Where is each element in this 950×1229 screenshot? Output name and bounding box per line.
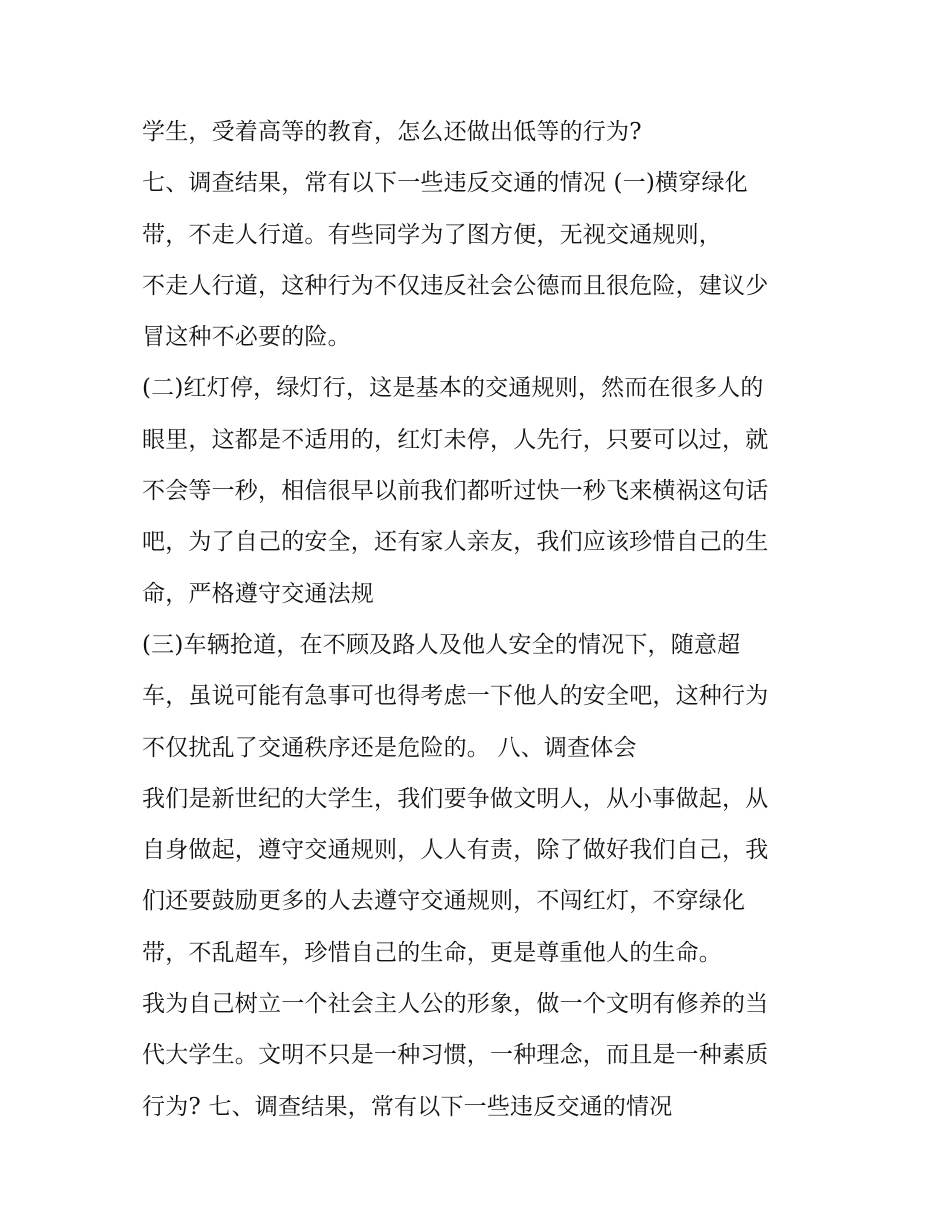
text-line: 吧，为了自己的安全，还有家人亲友，我们应该珍惜自己的生 [142, 529, 769, 556]
text-line: 七、调查结果，常有以下一些违反交通的情况 (一)横穿绿化 [142, 170, 748, 197]
text-line: 带，不乱超车，珍惜自己的生命，更是尊重他人的生命。 [142, 939, 722, 966]
document-body [142, 107, 822, 1133]
text-line: 带，不走人行道。有些同学为了图方便，无视交通规则， [142, 221, 722, 248]
text-line: 冒这种不必要的险。 [142, 324, 351, 351]
text-line: 自身做起，遵守交通规则，人人有责，除了做好我们自己，我 [142, 837, 769, 864]
text-line: 行为? 七、调查结果，常有以下一些违反交通的情况 [142, 1093, 673, 1120]
text-line: 命，严格遵守交通法规 [142, 580, 374, 607]
text-line: 我为自己树立一个社会主人公的形象，做一个文明有修养的当 [142, 991, 769, 1018]
text-line: (三)车辆抢道，在不顾及路人及他人安全的情况下，随意超 [142, 631, 741, 658]
text-line: 不会等一秒，相信很早以前我们都听过快一秒飞来横祸这句话 [142, 478, 769, 505]
text-line: 车，虽说可能有急事可也得考虑一下他人的安全吧，这种行为 [142, 683, 769, 710]
text-line: 眼里，这都是不适用的，红灯未停，人先行，只要可以过，就 [142, 426, 769, 453]
text-line: 我们是新世纪的大学生，我们要争做文明人，从小事做起，从 [142, 785, 769, 812]
text-line: 不走人行道，这种行为不仅违反社会公德而且很危险，建议少 [142, 272, 769, 299]
text-line: 学生，受着高等的教育，怎么还做出低等的行为? [142, 119, 642, 145]
text-line: (二)红灯停，绿灯行，这是基本的交通规则，然而在很多人的 [142, 375, 764, 402]
text-line: 们还要鼓励更多的人去遵守交通规则，不闯红灯，不穿绿化 [142, 888, 746, 915]
text-line: 代大学生。文明不只是一种习惯，一种理念，而且是一种素质 [142, 1042, 769, 1069]
text-line: 不仅扰乱了交通秩序还是危险的。 八、调查体会 [142, 734, 637, 761]
